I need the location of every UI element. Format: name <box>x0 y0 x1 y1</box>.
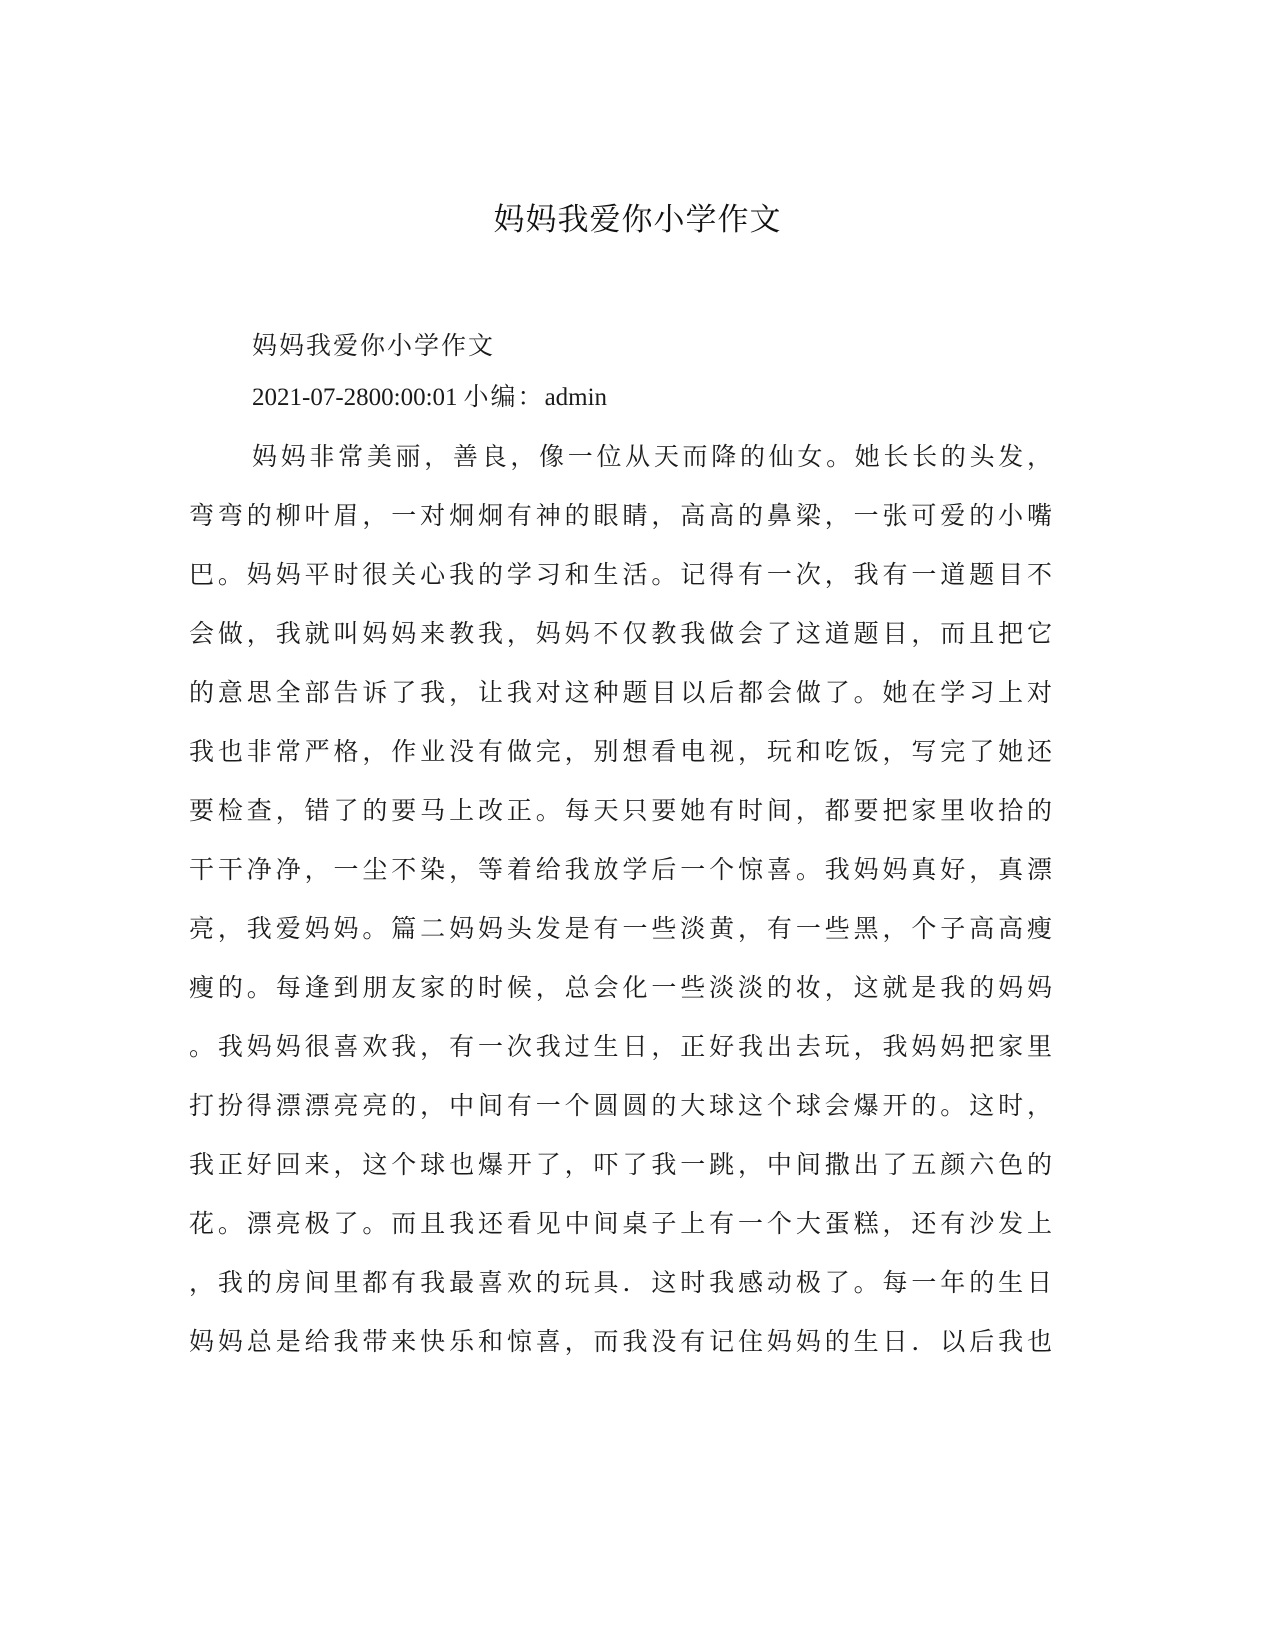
body-line: 弯弯的柳叶眉，一对炯炯有神的眼睛，高高的鼻梁，一张可爱的小嘴 <box>189 501 1052 530</box>
body-line: 我正好回来，这个球也爆开了，吓了我一跳，中间撒出了五颜六色的 <box>189 1150 1052 1179</box>
body-line: 我也非常严格，作业没有做完，别想看电视，玩和吃饭，写完了她还 <box>189 737 1052 766</box>
body-line: 会做，我就叫妈妈来教我，妈妈不仅教我做会了这道题目，而且把它 <box>189 619 1052 648</box>
document-title: 妈妈我爱你小学作文 <box>493 202 782 238</box>
publish-date: 2021-07-2800:00:01 <box>252 384 458 411</box>
body-line: 的意思全部告诉了我，让我对这种题目以后都会做了。她在学习上对 <box>189 678 1052 707</box>
body-line: 妈妈总是给我带来快乐和惊喜，而我没有记住妈妈的生日．以后我也 <box>189 1327 1052 1356</box>
editor-name: admin <box>544 384 608 411</box>
body-line: 打扮得漂漂亮亮的，中间有一个圆圆的大球这个球会爆开的。这时， <box>189 1091 1052 1120</box>
body-line: 巴。妈妈平时很关心我的学习和生活。记得有一次，我有一道题目不 <box>189 560 1052 589</box>
body-line: 干干净净，一尘不染，等着给我放学后一个惊喜。我妈妈真好，真漂 <box>189 855 1052 884</box>
body-line: 亮，我爱妈妈。篇二妈妈头发是有一些淡黄，有一些黑，个子高高瘦 <box>189 914 1052 943</box>
body-line: ，我的房间里都有我最喜欢的玩具．这时我感动极了。每一年的生日 <box>189 1268 1052 1297</box>
body-line: 瘦的。每逢到朋友家的时候，总会化一些淡淡的妆，这就是我的妈妈 <box>189 973 1052 1002</box>
body-line: 要检查，错了的要马上改正。每天只要她有时间，都要把家里收拾的 <box>189 796 1052 825</box>
body-line: 花。漂亮极了。而且我还看见中间桌子上有一个大蛋糕，还有沙发上 <box>189 1209 1052 1238</box>
body-line: 妈妈非常美丽，善良，像一位从天而降的仙女。她长长的头发， <box>252 442 1052 471</box>
editor-label: 小编： <box>463 382 545 411</box>
article-meta <box>252 377 607 418</box>
body-line: 。我妈妈很喜欢我，有一次我过生日，正好我出去玩，我妈妈把家里 <box>189 1032 1052 1061</box>
article-subtitle: 妈妈我爱你小学作文 <box>252 331 496 360</box>
